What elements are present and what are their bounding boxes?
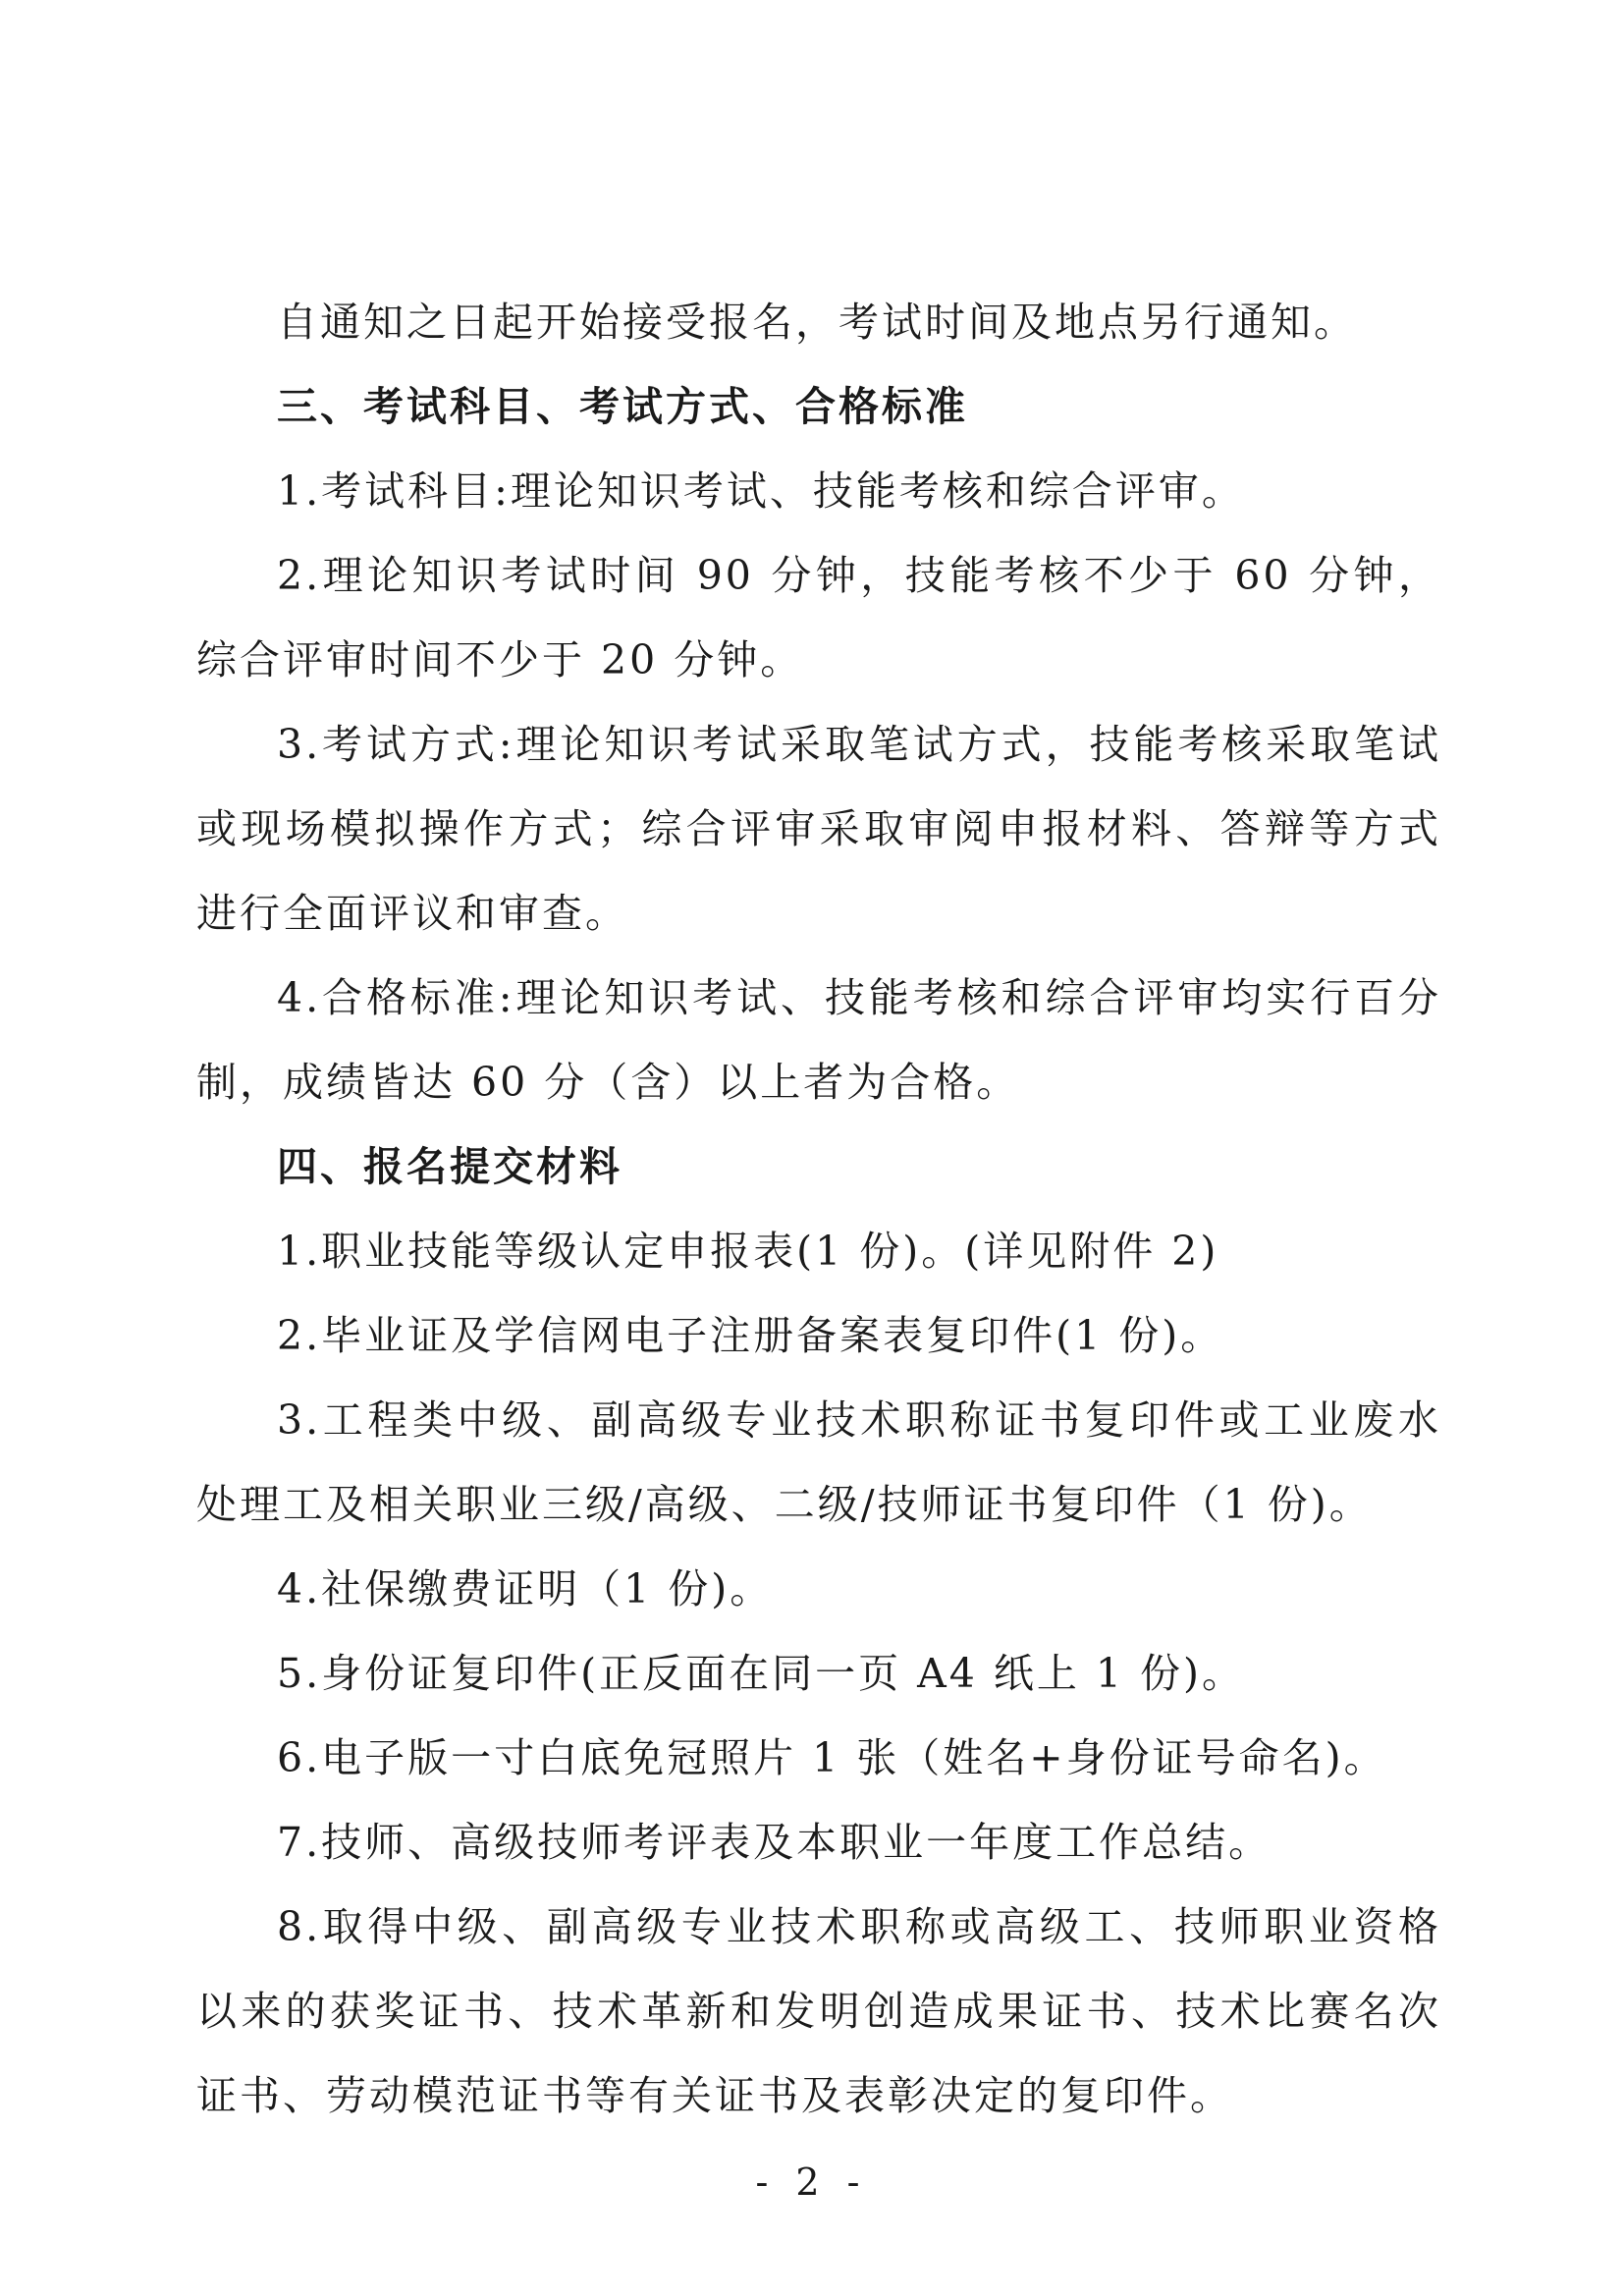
paragraph-exam-method: 3.考试方式:理论知识考试采取笔试方式，技能考核采取笔试或现场模拟操作方式；综合评审采取审阅申报材料、答辩等方式进行全面评议和审查。 [196,721,1441,937]
section-heading-materials: 四、报名提交材料 [277,1143,622,1190]
list-item-material-3: 3.工程类中级、副高级专业技术职称证书复印件或工业废水处理工及相关职业三级/高级、二级/技师证书复印件（1 份)。 [196,1396,1441,1528]
list-item-material-4: 4.社保缴费证明（1 份)。 [277,1565,774,1613]
list-item-material-2: 2.毕业证及学信网电子注册备案表复印件(1 份)。 [277,1312,1224,1359]
paragraph-pass-standard: 4.合格标准:理论知识考试、技能考核和综合评审均实行百分制，成绩皆达 60 分（含）以上者为合格。 [196,974,1441,1106]
list-item-material-6: 6.电子版一寸白底免冠照片 1 张（姓名+身份证号命名)。 [277,1734,1387,1781]
list-item-material-7: 7.技师、高级技师考评表及本职业一年度工作总结。 [277,1819,1272,1866]
paragraph-exam-subjects: 1.考试科目:理论知识考试、技能考核和综合评审。 [277,467,1245,515]
list-item-material-8: 8.取得中级、副高级专业技术职称或高级工、技师职业资格以来的获奖证书、技术革新和发明创造成果证书、技术比赛名次证书、劳动模范证书等有关证书及表彰决定的复印件。 [196,1903,1441,2119]
list-item-material-1: 1.职业技能等级认定申报表(1 份)。(详见附件 2) [277,1228,1219,1275]
document-body [196,280,1441,2138]
paragraph-registration-notice: 自通知之日起开始接受报名，考试时间及地点另行通知。 [277,299,1357,346]
paragraph-exam-duration: 2.理论知识考试时间 90 分钟，技能考核不少于 60 分钟，综合评审时间不少于 20 分钟。 [196,552,1441,683]
list-item-material-5: 5.身份证复印件(正反面在同一页 A4 纸上 1 份)。 [277,1650,1246,1697]
section-heading-exam-subjects: 三、考试科目、考试方式、合格标准 [277,383,968,430]
page-number: - 2 - [755,2160,868,2204]
